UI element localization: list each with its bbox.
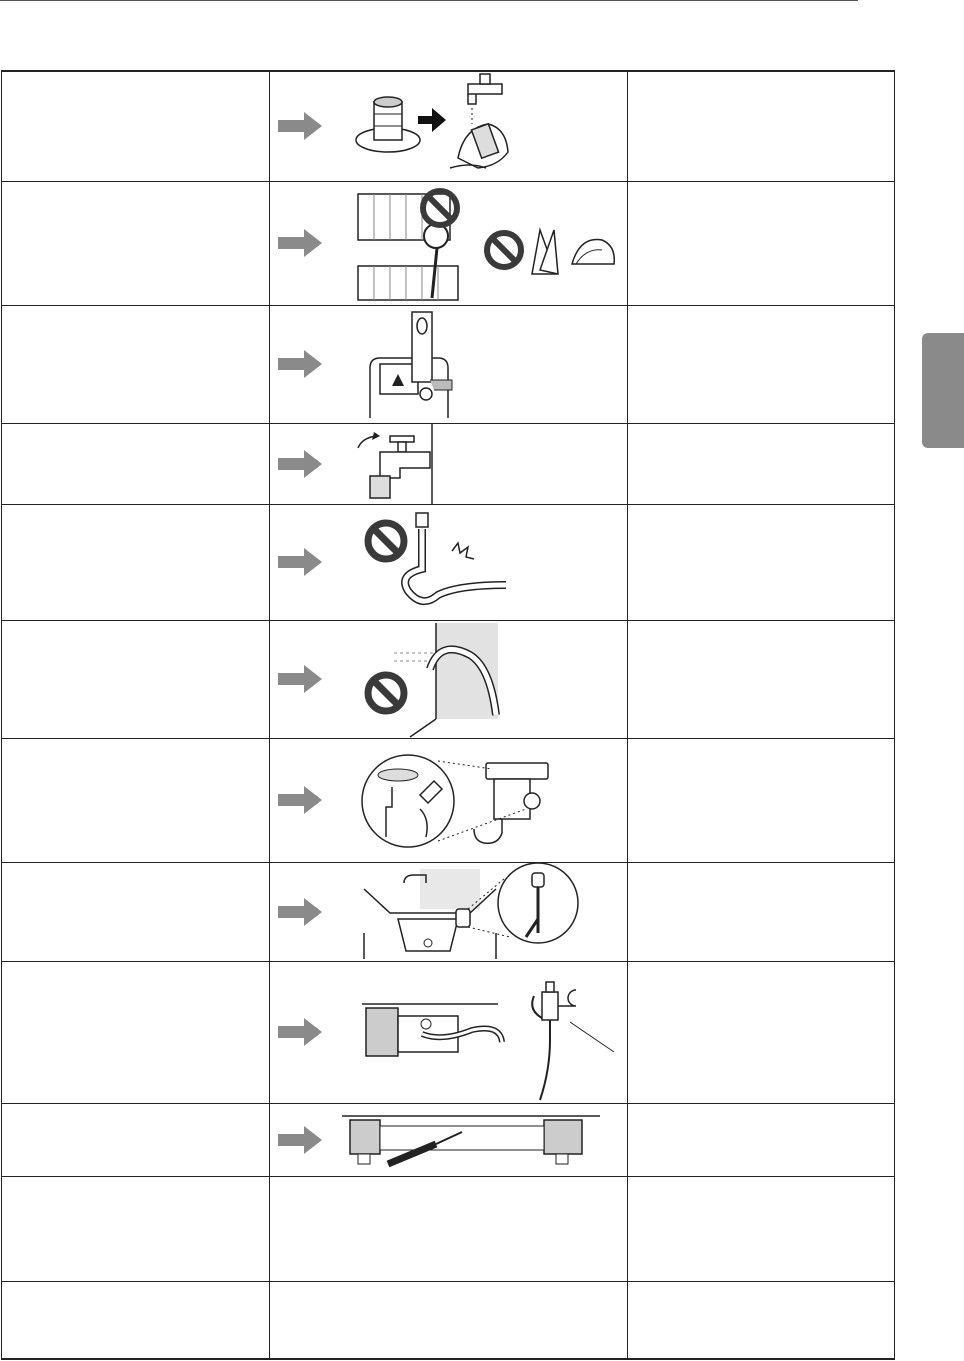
- top-rule: [0, 0, 858, 1]
- solution-cell: [628, 305, 895, 423]
- cause-cell: [2, 862, 270, 961]
- filter-rinse-illustration: [270, 72, 627, 182]
- illustration-cell: [270, 961, 628, 1103]
- solution-cell: [628, 620, 895, 738]
- cause-cell: [2, 620, 270, 738]
- water-tap-open-illustration: [270, 424, 627, 505]
- illustration-cell: [270, 305, 628, 423]
- table-row: [2, 1176, 895, 1281]
- cause-cell: [2, 423, 270, 504]
- solution-cell: [628, 1176, 895, 1281]
- table-row: [2, 738, 895, 862]
- solution-cell: [628, 504, 895, 620]
- illustration-cell: [270, 71, 628, 181]
- solution-cell: [628, 1103, 895, 1176]
- table-row: [2, 504, 895, 620]
- cause-cell: [2, 738, 270, 862]
- illustration-cell: [270, 423, 628, 504]
- rack-no-sharp-objects-illustration: [270, 182, 627, 306]
- cause-cell: [2, 71, 270, 181]
- illustration-cell: [270, 862, 628, 961]
- illustration-cell: [270, 181, 628, 305]
- solution-cell: [628, 961, 895, 1103]
- detergent-dispenser-illustration: [270, 306, 627, 424]
- cause-cell: [2, 504, 270, 620]
- illustration-cell: [270, 504, 628, 620]
- table-row: [2, 71, 895, 181]
- solution-cell: [628, 71, 895, 181]
- troubleshooting-table: [1, 70, 895, 1360]
- cause-cell: [2, 961, 270, 1103]
- cause-cell: [2, 181, 270, 305]
- air-gap-sink-illustration: [270, 863, 627, 962]
- table-row: [2, 181, 895, 305]
- table-row: [2, 961, 895, 1103]
- illustration-cell: [270, 620, 628, 738]
- garbage-disposer-knockout-illustration: [270, 739, 627, 863]
- illustration-cell: [270, 1281, 628, 1359]
- inlet-hose-connection-illustration: [270, 962, 627, 1104]
- hose-no-kink-illustration: [270, 505, 627, 621]
- table-row: [2, 1281, 895, 1359]
- cause-cell: [2, 1281, 270, 1359]
- solution-cell: [628, 423, 895, 504]
- illustration-cell: [270, 1103, 628, 1176]
- table-row: [2, 305, 895, 423]
- cause-cell: [2, 1176, 270, 1281]
- hose-no-pinch-wall-illustration: [270, 621, 627, 739]
- section-tab: [922, 333, 964, 448]
- table-row: [2, 423, 895, 504]
- table-row: [2, 620, 895, 738]
- illustration-cell: [270, 738, 628, 862]
- solution-cell: [628, 181, 895, 305]
- illustration-cell: [270, 1176, 628, 1281]
- cause-cell: [2, 1103, 270, 1176]
- cause-cell: [2, 305, 270, 423]
- solution-cell: [628, 862, 895, 961]
- table-row: [2, 1103, 895, 1176]
- solution-cell: [628, 1281, 895, 1359]
- leveling-leg-screwdriver-illustration: [270, 1104, 627, 1177]
- solution-cell: [628, 738, 895, 862]
- table-row: [2, 862, 895, 961]
